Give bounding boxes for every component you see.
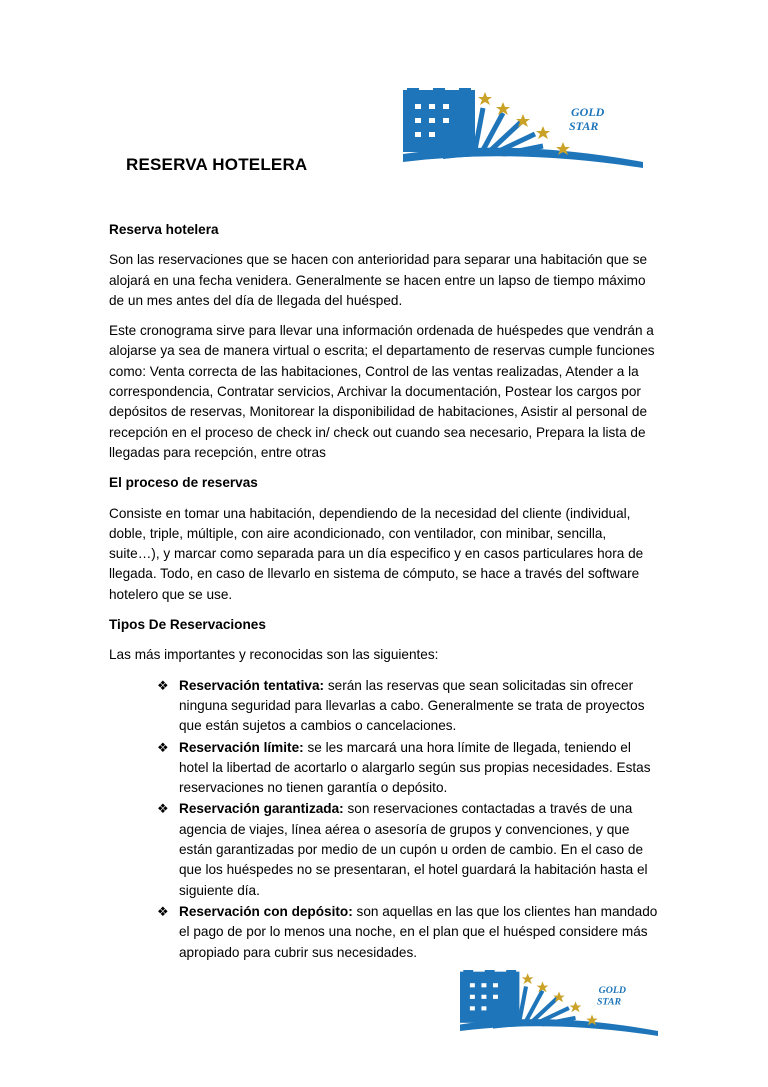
desc-deposito: son aquellas en las que los clientes han mandado el pago de por lo menos una noche, en el plan que el huésped considere más apropiado para cubrir sus necesidades. <box>179 903 658 960</box>
list-item <box>157 799 659 900</box>
term-limite: Reservación límite: <box>179 739 304 755</box>
gold-star-logo-bottom <box>460 968 658 1038</box>
diamond-bullet-icon: ❖ <box>157 903 169 919</box>
paragraph-tipos-intro: Las más importantes y reconocidas son las siguientes: <box>109 647 439 663</box>
logo-top-line1: GOLD <box>571 105 605 119</box>
desc-tentativa: serán las reservas que sean solicitadas sin ofrecer ninguna seguridad para llevarlas a cabo. Generalmente se trata de proyectos que están sujetos a cambios o cancelaciones. <box>179 677 645 734</box>
gold-star-logo-top <box>403 88 643 168</box>
desc-limite: se les marcará una hora límite de llegada, teniendo el hotel la libertad de acortarlo o alargarlo según sus propias necesidades. Estas reservaciones no tienen garantía o depósito. <box>179 739 651 796</box>
term-tentativa: Reservación tentativa: <box>179 677 325 693</box>
term-deposito: Reservación con depósito: <box>179 903 353 919</box>
heading-tipos: Tipos De Reservaciones <box>109 617 266 633</box>
list-item <box>157 738 659 799</box>
logo-bottom-line2: STAR <box>596 996 622 1008</box>
diamond-bullet-icon: ❖ <box>157 801 169 817</box>
diamond-bullet-icon: ❖ <box>157 739 169 755</box>
list-item <box>157 676 659 737</box>
heading-proceso: El proceso de reservas <box>109 475 258 491</box>
diamond-bullet-icon: ❖ <box>157 677 169 693</box>
document-body <box>109 220 659 964</box>
reservation-types-list <box>109 676 659 963</box>
list-item <box>157 902 659 963</box>
paragraph-definition: Son las reservaciones que se hacen con anterioridad para separar una habitación que se alojará en una fecha venidera. Generalmente se hacen entre un lapso de tiempo máximo de un mes antes del día de llegada del huésped. <box>109 252 648 308</box>
logo-top-line2: STAR <box>569 119 599 133</box>
paragraph-proceso: Consiste en tomar una habitación, dependiendo de la necesidad del cliente (individual, doble, triple, múltiple, con aire acondicionado, con ventilador, con minibar, sencilla, suite…), y marcar como separada para un día especifico y en casos particulares hora de llegada. Todo, en caso de llevarlo en sistema de cómputo, se hace a través del software hotelero que se use. <box>109 505 644 602</box>
logo-bottom-line1: GOLD <box>598 985 627 997</box>
heading-reserva-hotelera: Reserva hotelera <box>109 222 219 237</box>
paragraph-cronograma: Este cronograma sirve para llevar una información ordenada de huéspedes que vendrán a alojarse ya sea de manera virtual o escrita; el departamento de reservas cumple funciones como: Venta correcta de las habitaciones, Control de las ventas realizadas, Atender a la correspondencia, Contratar servicios, Archivar la documentación, Postear los cargos por depósitos de reservas, Monitorear la disponibilidad de habitaciones, Asistir al personal de recepción en el proceso de check in/ check out cuando sea necesario, Prepara la lista de llegadas para recepción, entre otras <box>109 323 655 460</box>
document-title: RESERVA HOTELERA <box>126 155 308 174</box>
desc-garantizada: son reservaciones contactadas a través de una agencia de viajes, línea aérea o asesoría de grupos y convenciones, y que están garantizadas por medio de un cupón u orden de cambio. En el caso de que los huéspedes no se presentaran, el hotel guardará la habitación hasta el siguiente día. <box>179 801 648 898</box>
term-garantizada: Reservación garantizada: <box>179 801 344 817</box>
